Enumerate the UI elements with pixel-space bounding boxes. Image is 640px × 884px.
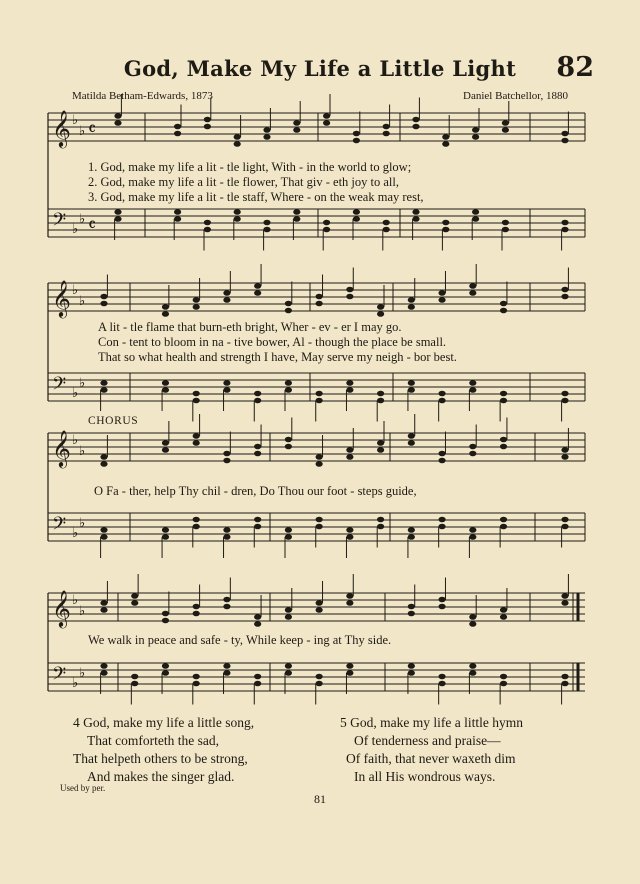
flat-sign: ♭	[79, 124, 86, 139]
note-head	[346, 294, 353, 300]
note-head	[500, 674, 507, 680]
note-head	[100, 534, 107, 540]
note-head	[162, 611, 169, 617]
flat-sign: ♭	[72, 593, 79, 608]
verse4-line: 4 God, make my life a little song,	[73, 715, 255, 730]
note-head	[285, 527, 292, 533]
note-head	[100, 294, 107, 300]
note-head	[223, 290, 230, 296]
note-head	[323, 220, 330, 226]
verse4-line: That helpeth others to be strong,	[73, 751, 248, 766]
note-head	[561, 681, 568, 687]
note-head	[408, 670, 415, 676]
note-head	[223, 670, 230, 676]
note-head	[412, 209, 419, 215]
note-head	[285, 663, 292, 669]
system2-verse2: Con - tent to bloom in na - tive bower, Al - though the place be small.	[98, 335, 447, 349]
note-head	[285, 380, 292, 386]
note-head	[223, 534, 230, 540]
note-head	[131, 681, 138, 687]
note-head	[162, 380, 169, 386]
note-head	[500, 681, 507, 687]
note-head	[469, 283, 476, 289]
note-head	[346, 287, 353, 293]
note-head	[254, 283, 261, 289]
note-head	[316, 294, 323, 300]
note-head	[234, 209, 241, 215]
note-head	[561, 131, 568, 137]
note-head	[223, 451, 230, 457]
flat-sign: ♭	[72, 113, 79, 128]
note-head	[469, 444, 476, 450]
note-head	[561, 391, 568, 397]
flat-sign: ♭	[72, 676, 79, 691]
note-head	[561, 447, 568, 453]
note-head	[469, 670, 476, 676]
note-head	[472, 209, 479, 215]
note-head	[316, 517, 323, 523]
note-head	[100, 607, 107, 613]
note-head	[293, 216, 300, 222]
note-head	[383, 220, 390, 226]
note-head	[472, 134, 479, 140]
note-head	[323, 227, 330, 233]
note-head	[438, 458, 445, 464]
note-head	[500, 301, 507, 307]
note-head	[377, 524, 384, 530]
flat-sign: ♭	[79, 294, 86, 309]
note-head	[502, 227, 509, 233]
note-head	[377, 440, 384, 446]
note-head	[408, 534, 415, 540]
note-head	[254, 398, 261, 404]
note-head	[561, 220, 568, 226]
permission-note: Used by per.	[60, 783, 106, 793]
note-head	[204, 227, 211, 233]
note-head	[323, 120, 330, 126]
note-head	[500, 614, 507, 620]
clef-symbol: 𝄢	[52, 664, 67, 689]
note-head	[377, 311, 384, 317]
note-head	[234, 141, 241, 147]
note-head	[285, 437, 292, 443]
note-head	[346, 447, 353, 453]
note-head	[561, 454, 568, 460]
note-head	[263, 127, 270, 133]
note-head	[100, 454, 107, 460]
note-head	[500, 398, 507, 404]
note-head	[100, 301, 107, 307]
system1-verse2: 2. God, make my life a lit - tle flower, That giv - eth joy to all,	[88, 175, 399, 189]
note-head	[254, 391, 261, 397]
note-head	[293, 209, 300, 215]
time-signature: 𝄴	[88, 215, 97, 236]
note-head	[114, 209, 121, 215]
system2-verse3: That so what health and strength I have, May serve my neigh - bor best.	[98, 350, 457, 364]
note-head	[561, 287, 568, 293]
note-head	[469, 621, 476, 627]
note-head	[263, 134, 270, 140]
note-head	[408, 304, 415, 310]
note-head	[254, 524, 261, 530]
note-head	[472, 127, 479, 133]
note-head	[100, 387, 107, 393]
note-head	[408, 611, 415, 617]
note-head	[377, 304, 384, 310]
note-head	[442, 134, 449, 140]
clef-symbol: 𝄞	[52, 589, 71, 627]
note-head	[193, 440, 200, 446]
note-head	[438, 391, 445, 397]
note-head	[193, 681, 200, 687]
note-head	[193, 391, 200, 397]
note-head	[223, 387, 230, 393]
note-head	[174, 216, 181, 222]
note-head	[346, 600, 353, 606]
note-head	[346, 534, 353, 540]
note-head	[193, 674, 200, 680]
note-head	[438, 524, 445, 530]
note-head	[254, 290, 261, 296]
note-head	[316, 398, 323, 404]
note-head	[408, 387, 415, 393]
note-head	[285, 534, 292, 540]
note-head	[500, 308, 507, 314]
hymn-number: 82	[556, 52, 594, 83]
flat-sign: ♭	[72, 222, 79, 237]
note-head	[377, 447, 384, 453]
note-head	[254, 517, 261, 523]
chorus-label: CHORUS	[88, 415, 139, 427]
note-head	[316, 301, 323, 307]
verse5-line: Of faith, that never waxeth dim	[346, 751, 516, 766]
note-head	[193, 517, 200, 523]
note-head	[223, 297, 230, 303]
note-head	[254, 681, 261, 687]
note-head	[346, 454, 353, 460]
note-head	[193, 611, 200, 617]
note-head	[316, 391, 323, 397]
flat-sign: ♭	[79, 444, 86, 459]
note-head	[500, 391, 507, 397]
note-head	[285, 444, 292, 450]
note-head	[500, 607, 507, 613]
note-head	[285, 387, 292, 393]
note-head	[346, 663, 353, 669]
note-head	[346, 387, 353, 393]
note-head	[100, 461, 107, 467]
verse4-line: That comforteth the sad,	[87, 733, 219, 748]
hymn-title: God, Make My Life a Little Light	[123, 56, 517, 81]
note-head	[316, 524, 323, 530]
note-head	[100, 600, 107, 606]
flat-sign: ♭	[79, 666, 86, 681]
verse4-line: And makes the singer glad.	[87, 769, 235, 784]
note-head	[131, 593, 138, 599]
note-head	[223, 663, 230, 669]
note-head	[383, 124, 390, 130]
note-head	[162, 447, 169, 453]
note-head	[408, 663, 415, 669]
note-head	[131, 674, 138, 680]
page-number: 81	[314, 792, 326, 806]
flat-sign: ♭	[72, 433, 79, 448]
note-head	[561, 138, 568, 144]
note-head	[469, 527, 476, 533]
note-head	[442, 220, 449, 226]
note-head	[204, 124, 211, 130]
note-head	[316, 607, 323, 613]
note-head	[193, 604, 200, 610]
note-head	[323, 113, 330, 119]
note-head	[162, 311, 169, 317]
note-head	[316, 681, 323, 687]
flat-sign: ♭	[79, 604, 86, 619]
note-head	[285, 607, 292, 613]
note-head	[100, 663, 107, 669]
verse5-line: Of tenderness and praise—	[354, 733, 501, 748]
note-head	[174, 131, 181, 137]
verse5-line: In all His wondrous ways.	[354, 769, 496, 784]
note-head	[383, 227, 390, 233]
note-head	[285, 308, 292, 314]
note-head	[285, 614, 292, 620]
chorus-line2: We walk in peace and safe - ty, While keep - ing at Thy side.	[88, 633, 392, 647]
note-head	[438, 681, 445, 687]
note-head	[412, 117, 419, 123]
note-head	[561, 517, 568, 523]
note-head	[100, 380, 107, 386]
note-head	[502, 220, 509, 226]
author-credit: Matilda Betham-Edwards, 1873	[72, 90, 213, 102]
note-head	[438, 451, 445, 457]
note-head	[193, 297, 200, 303]
note-head	[472, 216, 479, 222]
note-head	[263, 220, 270, 226]
note-head	[114, 120, 121, 126]
verse5	[340, 714, 523, 786]
note-head	[438, 674, 445, 680]
note-head	[114, 113, 121, 119]
note-head	[223, 527, 230, 533]
note-head	[412, 216, 419, 222]
note-head	[469, 534, 476, 540]
note-head	[346, 527, 353, 533]
verse5-line: 5 God, make my life a little hymn	[340, 715, 523, 730]
note-head	[162, 440, 169, 446]
note-head	[438, 604, 445, 610]
time-signature: 𝄴	[88, 119, 97, 140]
note-head	[442, 141, 449, 147]
note-head	[100, 670, 107, 676]
note-head	[193, 304, 200, 310]
note-head	[346, 593, 353, 599]
note-head	[353, 216, 360, 222]
note-head	[162, 670, 169, 676]
verse4	[73, 714, 254, 786]
note-head	[162, 534, 169, 540]
note-head	[442, 227, 449, 233]
note-head	[561, 398, 568, 404]
note-head	[254, 621, 261, 627]
clef-symbol: 𝄢	[52, 514, 67, 539]
flat-sign: ♭	[79, 376, 86, 391]
clef-symbol: 𝄢	[52, 374, 67, 399]
note-head	[162, 618, 169, 624]
note-head	[285, 301, 292, 307]
note-head	[469, 451, 476, 457]
note-head	[561, 294, 568, 300]
note-head	[502, 120, 509, 126]
clef-symbol: 𝄞	[52, 429, 71, 467]
note-head	[438, 297, 445, 303]
note-head	[377, 517, 384, 523]
note-head	[561, 600, 568, 606]
flat-sign: ♭	[72, 386, 79, 401]
note-head	[223, 604, 230, 610]
note-head	[285, 670, 292, 676]
note-head	[346, 380, 353, 386]
system2-verse1: A lit - tle flame that burn-eth bright, Wher - ev - er I may go.	[98, 320, 402, 334]
note-head	[234, 134, 241, 140]
note-head	[469, 663, 476, 669]
note-head	[204, 220, 211, 226]
note-head	[263, 227, 270, 233]
note-head	[438, 290, 445, 296]
note-head	[469, 387, 476, 393]
note-head	[223, 458, 230, 464]
note-head	[293, 127, 300, 133]
note-head	[561, 524, 568, 530]
note-head	[193, 398, 200, 404]
note-head	[377, 391, 384, 397]
note-head	[193, 524, 200, 530]
note-head	[223, 597, 230, 603]
note-head	[162, 527, 169, 533]
note-head	[438, 398, 445, 404]
note-head	[408, 433, 415, 439]
note-head	[502, 127, 509, 133]
note-head	[193, 433, 200, 439]
clef-symbol: 𝄞	[52, 279, 71, 317]
note-head	[114, 216, 121, 222]
note-head	[469, 614, 476, 620]
note-head	[438, 517, 445, 523]
note-head	[162, 304, 169, 310]
note-head	[293, 120, 300, 126]
note-head	[174, 209, 181, 215]
note-head	[408, 604, 415, 610]
note-head	[316, 674, 323, 680]
note-head	[438, 597, 445, 603]
clef-symbol: 𝄢	[52, 210, 67, 235]
note-head	[412, 124, 419, 130]
note-head	[500, 524, 507, 530]
note-head	[353, 209, 360, 215]
note-head	[346, 670, 353, 676]
note-head	[561, 593, 568, 599]
note-head	[469, 380, 476, 386]
note-head	[383, 131, 390, 137]
flat-sign: ♭	[79, 516, 86, 531]
flat-sign: ♭	[72, 283, 79, 298]
note-head	[561, 674, 568, 680]
note-head	[408, 380, 415, 386]
note-head	[408, 527, 415, 533]
note-head	[353, 131, 360, 137]
note-head	[100, 527, 107, 533]
clef-symbol: 𝄞	[52, 109, 71, 147]
note-head	[131, 600, 138, 606]
note-head	[469, 290, 476, 296]
note-head	[316, 600, 323, 606]
note-head	[316, 461, 323, 467]
note-head	[561, 227, 568, 233]
composer-credit: Daniel Batchellor, 1880	[463, 90, 568, 102]
note-head	[254, 674, 261, 680]
note-head	[377, 398, 384, 404]
note-head	[204, 117, 211, 123]
chorus-line1: O Fa - ther, help Thy chil - dren, Do Thou our foot - steps guide,	[94, 484, 417, 498]
note-head	[162, 663, 169, 669]
note-head	[162, 387, 169, 393]
note-head	[500, 437, 507, 443]
note-head	[174, 124, 181, 130]
note-head	[353, 138, 360, 144]
note-head	[408, 440, 415, 446]
system1-verse3: 3. God, make my life a lit - tle staff, Where - on the weak may rest,	[88, 190, 424, 204]
note-head	[234, 216, 241, 222]
system1-verse1: 1. God, make my life a lit - tle light, With - in the world to glow;	[88, 160, 412, 174]
note-head	[254, 451, 261, 457]
note-head	[500, 444, 507, 450]
note-head	[408, 297, 415, 303]
note-head	[223, 380, 230, 386]
note-head	[254, 614, 261, 620]
note-head	[500, 517, 507, 523]
flat-sign: ♭	[79, 212, 86, 227]
note-head	[316, 454, 323, 460]
flat-sign: ♭	[72, 526, 79, 541]
note-head	[254, 444, 261, 450]
